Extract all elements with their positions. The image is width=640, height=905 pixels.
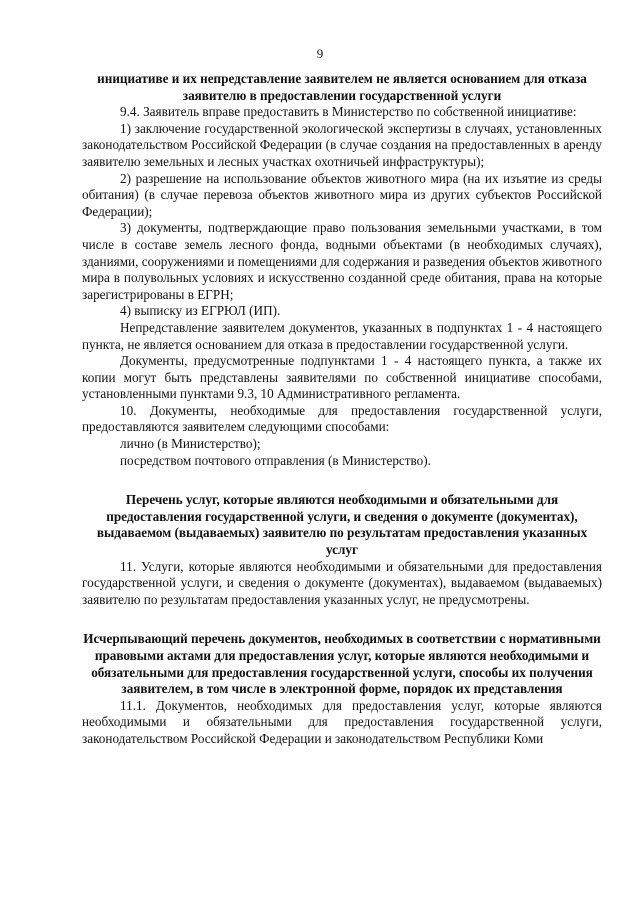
method-in-person: лично (в Министерство); xyxy=(120,436,261,452)
section-heading-continuation: инициативе и их непредставление заявителем не является основанием для отказа заявителю в предоставлении государственной услуги xyxy=(97,71,587,103)
list-item-2: 2) разрешение на использование объектов животного мира (на их изъятие из среды обитания) (в случае перевоза объектов животного мира из других субъектов Российской Федерации); xyxy=(82,170,602,219)
section-heading-documents-list: Исчерпывающий перечень документов, необходимых в соответствии с нормативными правовыми актами для предоставления услуг, которые являются необходимыми и обязательными для предоставления государственной услуги, способы их получения заявителем, в том числе в электронной форме, порядок их представления xyxy=(83,631,601,697)
list-item-4: 4) выписку из ЕГРЮЛ (ИП). xyxy=(120,303,281,319)
list-item-3: 3) документы, подтверждающие право пользования земельными участками, в том числе в составе земель лесного фонда, водными объектами (в необходимых случаях), зданиями, сооружениями и помещениями для содержания и разведения объектов животного мира в полувольных условиях и искусственно созданной среде обитания, права на которые зарегистрированы в ЕГРН; xyxy=(82,220,602,302)
paragraph-documents: Документы, предусмотренные подпунктами 1 - 4 настоящего пункта, а также их копии могут быть представлены заявителями по собственной инициативе способами, установленными пунктами 9.3, 10 Административного регламента. xyxy=(82,353,602,402)
paragraph-10: 10. Документы, необходимые для предоставления государственной услуги, предоставляются заявителем следующими способами: xyxy=(82,402,602,435)
paragraph-9-4: 9.4. Заявитель вправе предоставить в Министерство по собственной инициативе: xyxy=(120,104,577,120)
document-body xyxy=(82,71,602,748)
list-item-1: 1) заключение государственной экологической экспертизы в случаях, установленных законодательством Российской Федерации (в случае создания на предоставленных в аренду заявителю земельных и лесных участках охотничьей инфраструктуры); xyxy=(82,120,602,169)
section-heading-services: Перечень услуг, которые являются необходимыми и обязательными для предоставления государственной услуги, и сведения о документе (документах), выдаваемом (выдаваемых) заявителю по результатам предоставления указанных услуг xyxy=(96,492,588,558)
page-number: 9 xyxy=(316,46,324,61)
paragraph-non-submission: Непредставление заявителем документов, указанных в подпунктах 1 - 4 настоящего пункта, не является основанием для отказа в предоставлении государственной услуги. xyxy=(82,319,602,352)
paragraph-11-1: 11.1. Документов, необходимых для предоставления услуг, которые являются необходимыми и обязательными для предоставления государственной услуги, законодательством Российской Федерации и законодательством Республики Коми xyxy=(82,697,602,746)
paragraph-11: 11. Услуги, которые являются необходимыми и обязательными для предоставления государственной услуги, и сведения о документе (документах), выдаваемом (выдаваемых) заявителю по результатам предоставления указанных услуг, не предусмотрены. xyxy=(82,558,602,607)
method-post: посредством почтового отправления (в Министерство). xyxy=(120,452,431,468)
